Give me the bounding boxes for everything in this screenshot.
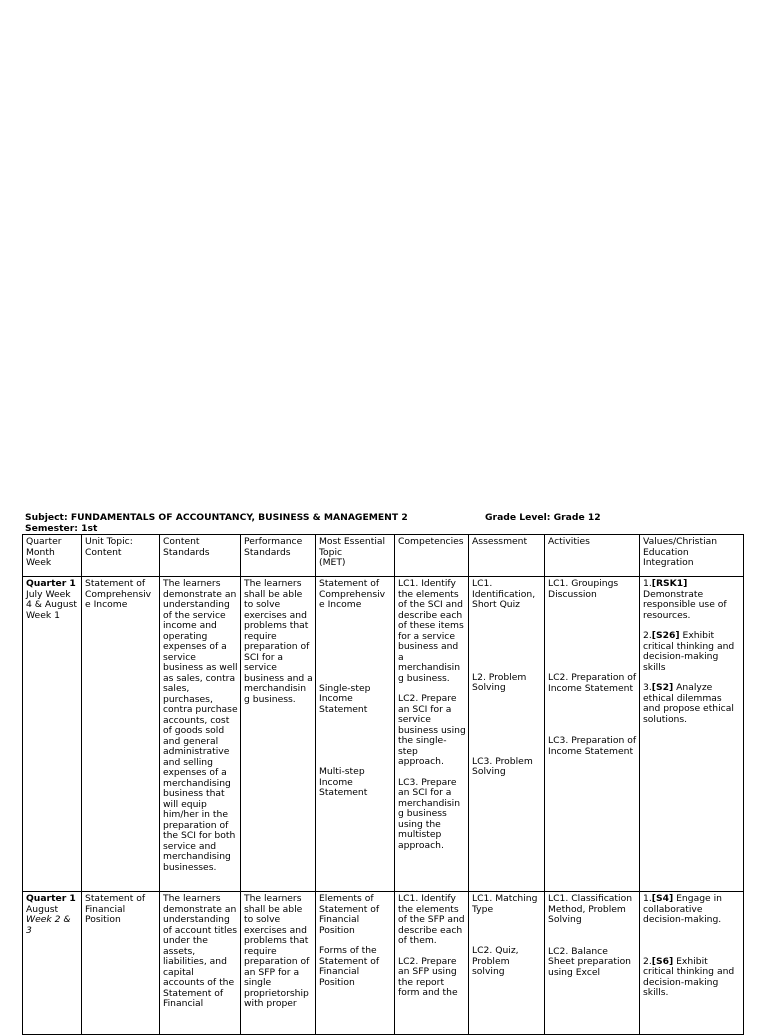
cell-content-standards: The learners demonstrate an understanding of the service income and operating expenses of a service business as well as sales, contra sales, purchases, contra purchase accounts, cost of goods sold and general administrative and selling expenses of a merchandising business that will equip him/her in the preparation of the SCI for both service and merchandising businesses. xyxy=(160,577,241,892)
cell-competencies: LC1. Identify the elements of the SCI and describe each of these items for a service business and a merchandisin g business. LC2. Prepare an SCI for a service business using the single-step approach. LC3. Prepare an SCI for a merchandisin g business using the multistep approach. xyxy=(395,577,469,892)
value-item: 3.[S2] Analyze ethical dilemmas and propose ethical solutions. xyxy=(643,682,734,725)
cell-performance-standards: The learners shall be able to solve exercises and problems that require preparation of an SFP for a single proprietorship with proper xyxy=(241,892,316,1035)
header-met: Most Essential Topic (MET) xyxy=(316,535,395,577)
semester-line: Semester: 1st xyxy=(25,523,98,534)
cell-performance-standards: The learners shall be able to solve exercises and problems that require preparation of SCI for a service business and a merchandisin g business. xyxy=(241,577,316,892)
cell-assessment: LC1. Identification, Short Quiz L2. Problem Solving LC3. Problem Solving xyxy=(469,577,545,892)
header-unit-topic: Unit Topic: Content xyxy=(82,535,160,577)
table-row xyxy=(23,892,744,1035)
subject-line: Subject: FUNDAMENTALS OF ACCOUNTANCY, BUSINESS & MANAGEMENT 2 xyxy=(25,512,408,523)
header-content-standards: Content Standards xyxy=(160,535,241,577)
header-performance-standards: Performance Standards xyxy=(241,535,316,577)
value-item: 1.[RSK1] Demonstrate responsible use of resources. xyxy=(643,578,727,621)
cell-unit-topic: Statement of Comprehensiv e Income xyxy=(82,577,160,892)
cell-met: Statement of Comprehensiv e Income Single-step Income Statement Multi-step Income Statement xyxy=(316,577,395,892)
document-header xyxy=(25,512,601,534)
header-quarter: Quarter Month Week xyxy=(23,535,82,577)
header-competencies: Competencies xyxy=(395,535,469,577)
header-assessment: Assessment xyxy=(469,535,545,577)
value-item: 2.[S26] Exhibit critical thinking and decision-making skills xyxy=(643,630,735,673)
cell-unit-topic: Statement of Financial Position xyxy=(82,892,160,1035)
cell-values xyxy=(640,892,744,1035)
cell-quarter: Quarter 1 July Week 4 & August Week 1 xyxy=(23,577,82,892)
cell-quarter: Quarter 1 August Week 2 & 3 xyxy=(23,892,82,1035)
table-row xyxy=(23,577,744,892)
cell-competencies: LC1. Identify the elements of the SFP and describe each of them. LC2. Prepare an SFP using the report form and the xyxy=(395,892,469,1035)
grade-level-line: Grade Level: Grade 12 xyxy=(485,512,601,523)
header-values: Values/Christian Education Integration xyxy=(640,535,744,577)
curriculum-table xyxy=(22,534,744,1035)
cell-met: Elements of Statement of Financial Position Forms of the Statement of Financial Position xyxy=(316,892,395,1035)
cell-assessment: LC1. Matching Type LC2. Quiz, Problem solving xyxy=(469,892,545,1035)
cell-activities: LC1. Groupings Discussion LC2. Preparation of Income Statement LC3. Preparation of Income Statement xyxy=(545,577,640,892)
header-activities: Activities xyxy=(545,535,640,577)
table-header-row xyxy=(23,535,744,577)
cell-activities: LC1. Classification Method, Problem Solving LC2. Balance Sheet preparation using Excel xyxy=(545,892,640,1035)
value-item: 1.[S4] Engage in collaborative decision-making. xyxy=(643,893,722,925)
cell-content-standards: The learners demonstrate an understanding of account titles under the assets, liabilities, and capital accounts of the Statement of Financial xyxy=(160,892,241,1035)
value-item: 2.[S6] Exhibit critical thinking and decision-making skills. xyxy=(643,955,735,998)
cell-values xyxy=(640,577,744,892)
